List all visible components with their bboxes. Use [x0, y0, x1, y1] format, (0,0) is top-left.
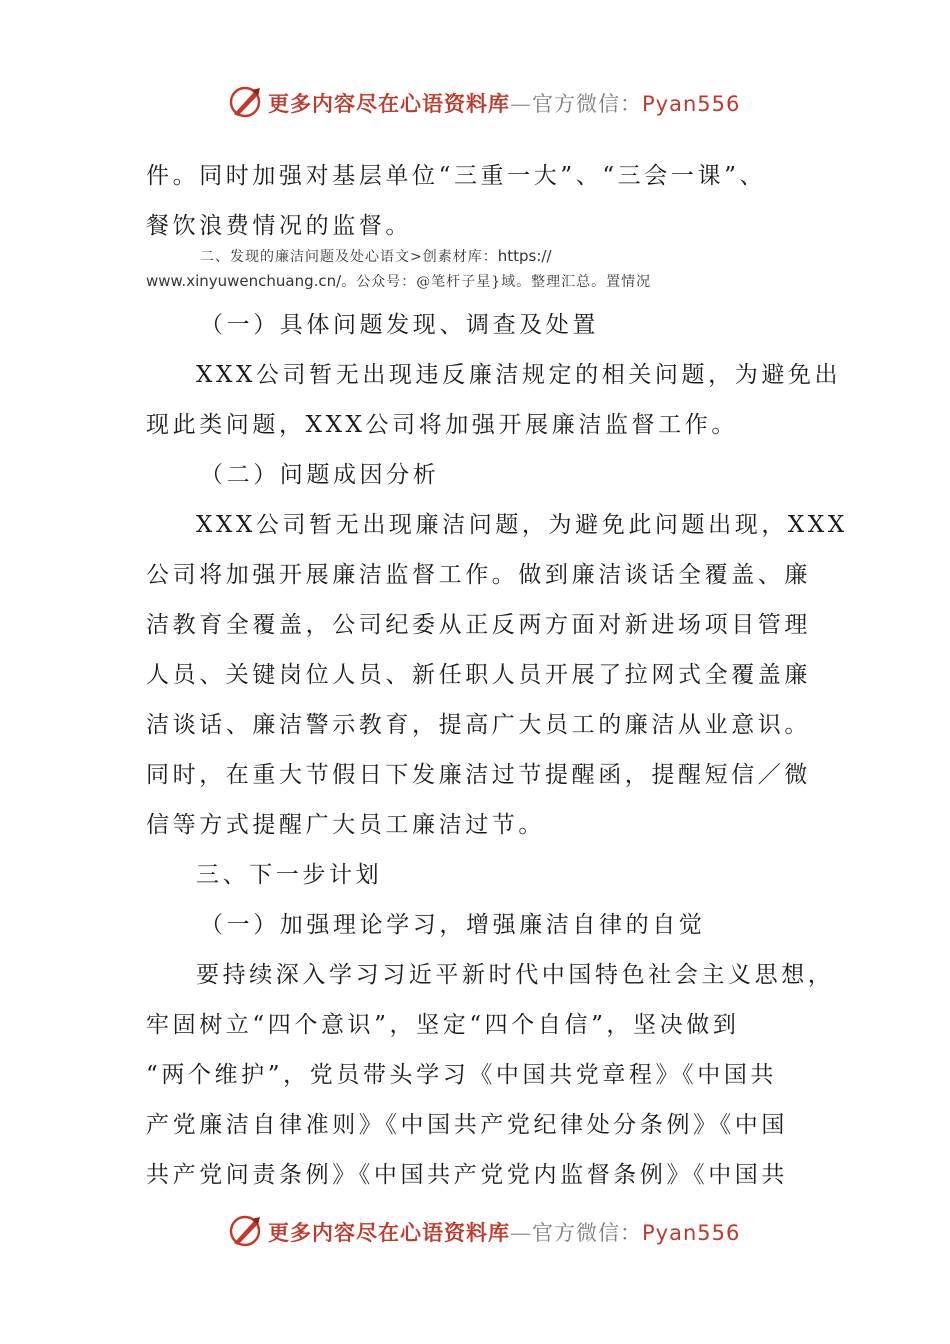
section-heading: （一）加强理论学习，增强廉洁自律的自觉: [200, 912, 706, 938]
body-line: 餐饮浪费情况的监督。: [146, 213, 412, 239]
footer-watermark-banner: [0, 1211, 950, 1251]
section-heading: （一）具体问题发现、调查及处置: [200, 312, 599, 338]
watermark-line-1: [200, 246, 552, 266]
body-line: 件。同时加强对基层单位“三重一大”、“三会一课”、: [146, 163, 767, 189]
body-line: “两个维护”，党员带头学习《中国共党章程》《中国共: [146, 1062, 778, 1088]
section-heading: （二）问题成因分析: [200, 462, 440, 488]
body-line: 人员、关键岗位人员、新任职人员开展了拉网式全覆盖廉: [146, 662, 811, 688]
body-line: XXX公司暂无出现违反廉洁规定的相关问题，为避免出: [196, 362, 842, 388]
banner-wechat-id: Pyan556: [642, 1221, 741, 1245]
body-line: 信等方式提醒广大员工廉洁过节。: [146, 812, 545, 838]
pen-logo-icon: [228, 1213, 264, 1249]
watermark-url: www.xinyuwenchuang.cn/: [146, 272, 342, 290]
body-line: 产党廉洁自律准则》《中国共产党纪律处分条例》《中国: [146, 1112, 788, 1138]
body-line: 公司将加强开展廉洁监督工作。做到廉洁谈话全覆盖、廉: [146, 562, 811, 588]
body-line: 现此类问题，XXX公司将加强开展廉洁监督工作。: [146, 412, 738, 438]
body-line: 洁教育全覆盖，公司纪委从正反两方面对新进场项目管理: [146, 612, 811, 638]
pen-logo-icon: [228, 84, 264, 120]
banner-wechat-label: 官方微信：: [532, 1221, 642, 1245]
watermark-text-b: 。公众号：@笔杆子星}域。整理汇总。置情况: [341, 274, 652, 290]
banner-title: 更多内容尽在心语资料库: [268, 1220, 510, 1245]
watermark-line-2: [146, 271, 651, 291]
banner-title: 更多内容尽在心语资料库: [268, 91, 510, 116]
banner-separator: —: [510, 1221, 532, 1245]
banner-wechat-id: Pyan556: [642, 92, 741, 116]
banner-separator: —: [510, 92, 532, 116]
body-line: 共产党问责条例》《中国共产党党内监督条例》《中国共: [146, 1162, 788, 1188]
watermark-url-prefix: https://: [497, 247, 552, 265]
body-line: 要持续深入学习习近平新时代中国特色社会主义思想，: [196, 962, 835, 988]
body-line: 同时，在重大节假日下发廉洁过节提醒函，提醒短信／微: [146, 762, 811, 788]
banner-wechat-label: 官方微信：: [532, 92, 642, 116]
body-line: 牢固树立“四个意识”，坚定“四个自信”，坚决做到: [146, 1012, 740, 1038]
watermark-text-a: 二、发现的廉洁问题及处心语文>创素材库：: [200, 249, 498, 265]
body-line: 洁谈话、廉洁警示教育，提高广大员工的廉洁从业意识。: [146, 712, 811, 738]
header-watermark-banner: [0, 82, 950, 122]
section-heading: 三、下一步计划: [196, 862, 383, 888]
body-line: XXX公司暂无出现廉洁问题，为避免此问题出现，XXX: [196, 512, 848, 538]
